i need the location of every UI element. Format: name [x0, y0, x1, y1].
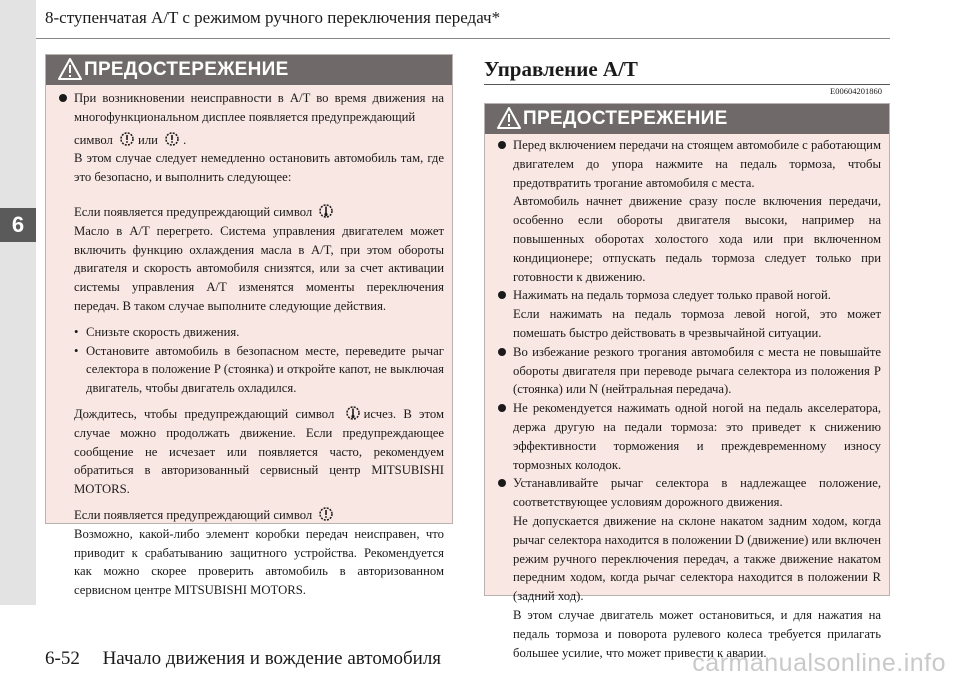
page-header-title: 8-ступенчатая A/T с режимом ручного переключения передач*	[45, 8, 501, 27]
right-warning-title: ПРЕДОСТЕРЕЖЕНИЕ	[523, 108, 728, 129]
header-rule	[36, 38, 890, 39]
list-item: При возникновении неисправности в A/T во время движения на многофункциональном дисплее появляется предупреждающий символ или .	[49, 89, 444, 149]
paragraph: Если нажимать на педаль тормоза левой ногой, это может помешать быстро действовать в чрезвычайной ситуации.	[513, 307, 881, 340]
chapter-tab: 6	[0, 208, 36, 242]
warning-triangle-icon	[58, 58, 82, 80]
oil-temperature-warning-icon	[318, 203, 334, 219]
gear-warning-icon	[119, 131, 135, 147]
left-warning-header	[46, 55, 452, 85]
watermark: carmanualsonline.info	[692, 649, 946, 677]
page-footer	[45, 648, 441, 670]
gear-warning-icon	[318, 506, 334, 522]
section-title: Управление A/T	[484, 57, 638, 81]
list-item: Нажимать на педаль тормоза следует только правой ногой.	[488, 286, 881, 305]
paragraph: Дождитесь, чтобы предупреждающий символ исчез. В этом случае можно продолжать движение. Если предупреждающее сообщение не исчезает или появляется часто, рекомендуем обратиться в авторизованный сервисный центр MITSUBISHI MOTORS.	[74, 406, 444, 497]
left-warning-box	[45, 54, 453, 598]
oil-temperature-warning-icon	[345, 405, 361, 421]
section-rule	[484, 84, 890, 85]
warning-triangle-icon	[497, 107, 521, 129]
paragraph: Если появляется предупреждающий символ	[49, 506, 444, 525]
paragraph: В этом случае следует немедленно остановить автомобиль там, где это безопасно, и выполнить следующее:	[74, 151, 444, 185]
footer-section-title: Начало движения и вождение автомобиля	[102, 648, 442, 669]
left-warning-title: ПРЕДОСТЕРЕЖЕНИЕ	[84, 59, 289, 80]
sub-bullet: • Остановите автомобиль в безопасном месте, переведите рычаг селектора в положение P (стоянка) и откройте капот, не выключая двигатель, чтобы двигатель охладился.	[49, 342, 444, 398]
right-warning-header	[485, 104, 889, 134]
section-code: E00604201860	[830, 86, 882, 96]
list-item: Перед включением передачи на стоящем автомобиле с работающим двигателем до упора нажмите на педаль тормоза, чтобы предотвратить трогание автомобиля с места.	[488, 136, 881, 192]
right-warning-box	[484, 103, 890, 660]
list-item: Устанавливайте рычаг селектора в надлежащее положение, соответствующее условиям дорожного движения.	[488, 474, 881, 512]
list-item: Не рекомендуется нажимать одной ногой на педаль акселератора, держа другую на педали тормоза: это приведет к снижению эффективности торможения и преждевременному износу тормозных колодок.	[488, 399, 881, 474]
paragraph: Автомобиль начнет движение сразу после включения передачи, особенно если обороты двигателя высоки, например на повышенных оборотах холостого хода или при включенном кондиционере; отпускать педаль тормоза следует только при готовности к движению.	[513, 194, 881, 284]
chapter-sidebar	[0, 0, 36, 605]
sub-bullet: • Снизьте скорость движения.	[49, 323, 444, 342]
paragraph: Масло в A/T перегрето. Система управления двигателем может включить функцию охлаждения масла в A/T, при этом обороты двигателя и скорость автомобиля снизятся, или за счет активации системы управления A/T изменятся моменты переключения передач. В таком случае выполните следующие действия.	[74, 223, 444, 313]
page-number: 6-52	[45, 648, 80, 669]
paragraph: Если появляется предупреждающий символ	[49, 203, 444, 222]
gear-warning-icon	[164, 131, 180, 147]
left-warning-body	[46, 85, 452, 600]
paragraph: Не допускается движение на склоне накатом задним ходом, когда рычаг селектора находится в положении D (движение) или включен режим ручного переключения передач, а также движение накатом передним ходом, когда рычаг селектора находится в положении R (задний ход).	[513, 513, 881, 604]
list-item: Во избежание резкого трогания автомобиля с места не повышайте обороты двигателя при переводе рычага селектора из положения P (стоянка) или N (нейтральная передача).	[488, 343, 881, 399]
paragraph: В этом случае двигатель может остановиться, и для нажатия на педаль тормоза и поворота рулевого колеса требуется прилагать большее усилие, что может привести к аварии.	[513, 607, 881, 660]
paragraph: Возможно, какой-либо элемент коробки передач неисправен, что приводит к срабатыванию защитного устройства. Рекомендуется как можно скорее проверить автомобиль в авторизованном сервисном центре MITSUBISHI MOTORS.	[74, 526, 444, 598]
right-warning-body	[485, 134, 889, 662]
